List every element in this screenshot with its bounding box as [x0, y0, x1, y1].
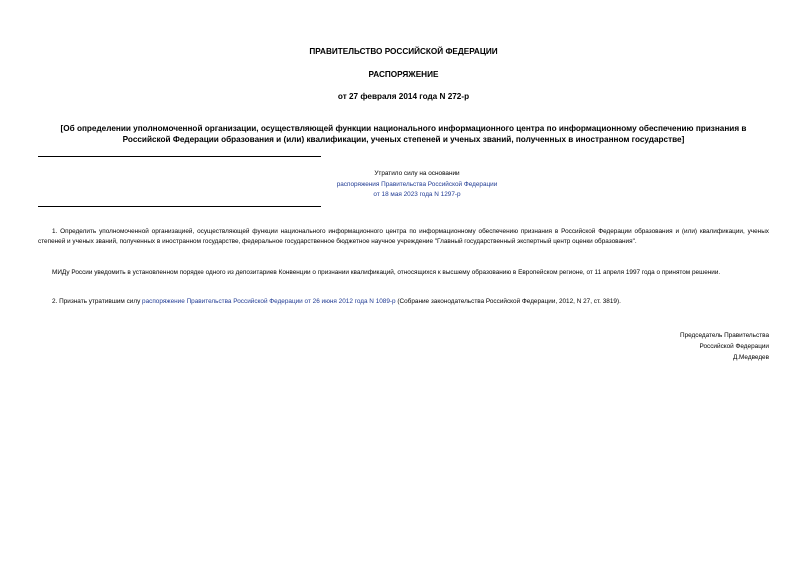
date-number-heading: от 27 февраля 2014 года N 272-р: [337, 92, 470, 101]
divider-bottom: [38, 206, 321, 207]
signatory-title-1: Председатель Правительства: [680, 332, 769, 339]
issuer-heading: ПРАВИТЕЛЬСТВО РОССИЙСКОЙ ФЕДЕРАЦИИ: [309, 47, 498, 56]
paragraph-2: МИДу России уведомить в установленном порядке одного из депозитариев Конвенции о признании квалификаций, относящихся к высшему образованию в Европейском регионе, от 11 апреля 1997 года о принятом решении.: [52, 269, 721, 276]
document-subject: [Об определении уполномоченной организации, осуществляющей функции национального информационного центра по информационному обеспечению признания в Российской Федерации образования и (или) квалификации, ученых степеней и ученых званий, полученных в иностранном государстве]: [60, 124, 747, 144]
repeal-notice-label: Утратило силу на основании: [374, 170, 460, 177]
paragraph-3-suffix: (Собрание законодательства Российской Федерации, 2012, N 27, ст. 3819).: [395, 298, 621, 305]
repeal-order-link-line2: от 18 мая 2023 года N 1297-р: [373, 191, 461, 198]
divider-top: [38, 156, 321, 157]
repealed-order-link[interactable]: распоряжение Правительства Российской Федерации от 26 июня 2012 года N 1089-р: [142, 298, 396, 305]
signature-block: [569, 330, 769, 363]
repeal-order-link[interactable]: [322, 180, 512, 201]
repeal-order-link-line1: распоряжения Правительства Российской Федерации: [336, 180, 498, 188]
signatory-title-2: Российской Федерации: [699, 343, 769, 350]
document-type-heading: РАСПОРЯЖЕНИЕ: [368, 70, 439, 79]
paragraph-3-prefix: 2. Признать утратившим силу: [52, 298, 143, 305]
signatory-name: Д.Медведев: [732, 354, 769, 361]
paragraph-1: 1. Определить уполномоченной организацией, осуществляющей функции национального информационного центра по информационному обеспечению признания в Российской Федерации образования и (или) квалификации, ученых степеней и ученых званий, полученных в иностранном государстве, федеральное государственное бюджетное научное учреждение "Главный государственный экспертный центр оценки образования".: [38, 228, 769, 246]
repeal-notice: [322, 169, 512, 201]
paragraph-3: [38, 297, 769, 307]
